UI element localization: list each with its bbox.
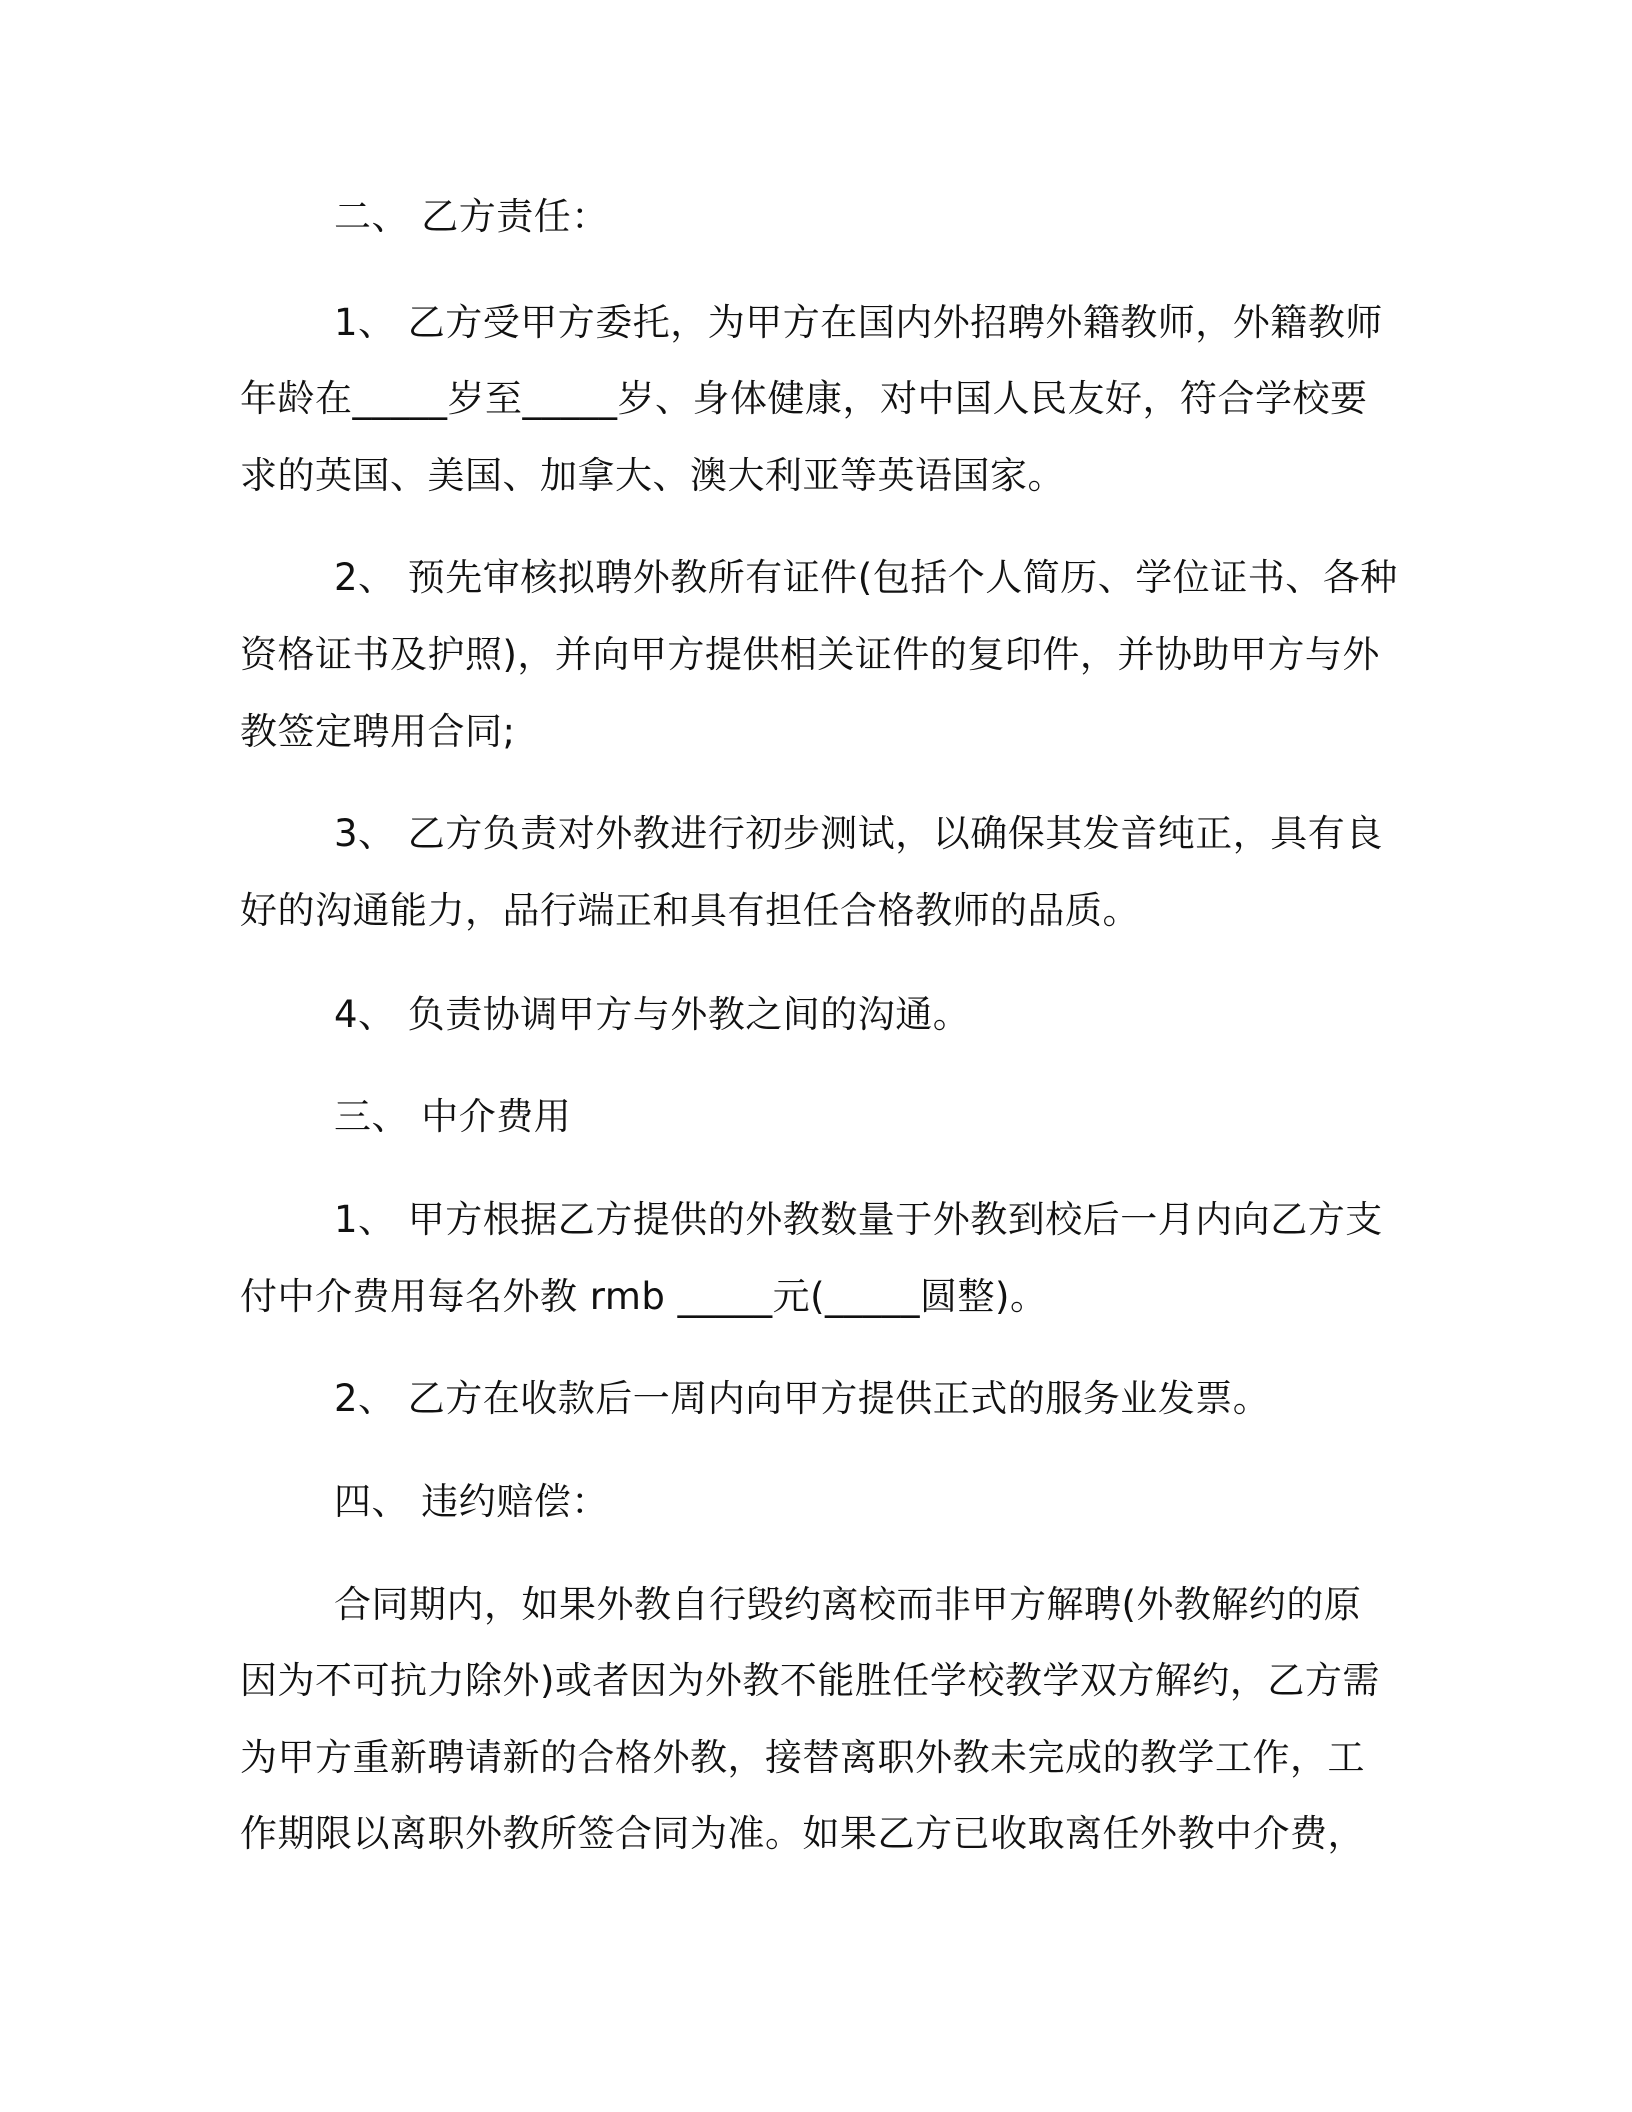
- paragraph-line: 求的英国、美国、加拿大、澳大利亚等英语国家。: [240, 454, 1065, 497]
- section-heading: 二、 乙方责任：: [334, 195, 609, 238]
- paragraph-line: 合同期内，如果外教自行毁约离校而非甲方解聘(外教解约的原: [334, 1583, 1362, 1626]
- section-heading: 四、 违约赔偿：: [334, 1480, 609, 1523]
- paragraph-line: 1、 乙方受甲方委托，为甲方在国内外招聘外籍教师，外籍教师: [334, 301, 1383, 344]
- paragraph-line: 作期限以离职外教所签合同为准。如果乙方已收取离任外教中介费，: [240, 1812, 1365, 1855]
- paragraph-line: 因为不可抗力除外)或者因为外教不能胜任学校教学双方解约，乙方需: [240, 1659, 1380, 1702]
- paragraph-line: 教签定聘用合同;: [240, 710, 516, 753]
- paragraph-line: 1、 甲方根据乙方提供的外教数量于外教到校后一月内向乙方支: [334, 1198, 1383, 1241]
- paragraph-line: 3、 乙方负责对外教进行初步测试，以确保其发音纯正，具有良: [334, 812, 1383, 855]
- paragraph-line: 2、 预先审核拟聘外教所有证件(包括个人简历、学位证书、各种: [334, 556, 1398, 599]
- paragraph-line: 年龄在_____岁至_____岁、身体健康，对中国人民友好，符合学校要: [240, 377, 1368, 420]
- section-heading: 三、 中介费用: [334, 1095, 572, 1138]
- paragraph-line: 好的沟通能力，品行端正和具有担任合格教师的品质。: [240, 889, 1140, 932]
- paragraph-line: 付中介费用每名外教 rmb _____元(_____圆整)。: [240, 1275, 1048, 1318]
- paragraph-line: 2、 乙方在收款后一周内向甲方提供正式的服务业发票。: [334, 1377, 1271, 1420]
- paragraph-line: 4、 负责协调甲方与外教之间的沟通。: [334, 993, 971, 1036]
- paragraph-line: 为甲方重新聘请新的合格外教，接替离职外教未完成的教学工作，工: [240, 1736, 1365, 1779]
- paragraph-line: 资格证书及护照)，并向甲方提供相关证件的复印件，并协助甲方与外: [240, 633, 1380, 676]
